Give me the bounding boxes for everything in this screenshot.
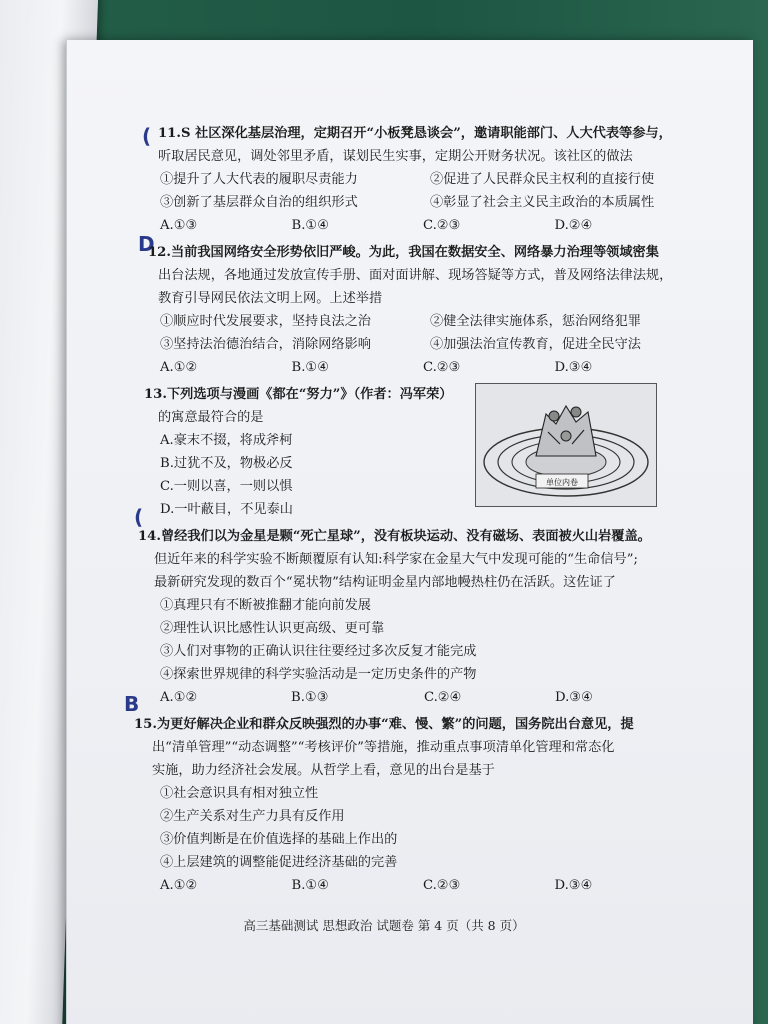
question-11-statements-row2: [86, 191, 686, 214]
question-14-choices: [86, 686, 686, 709]
statement-1: ①真理只有不断被推翻才能向前发展: [160, 598, 371, 613]
choice-a[interactable]: A.豪末不掇，将成斧柯: [160, 433, 293, 448]
choice-c[interactable]: C.②③: [423, 218, 461, 233]
question-15-choices: [86, 874, 686, 897]
statement-2: ②理性认识比感性认识更高级、更可靠: [160, 621, 385, 636]
statement-4: ④探索世界规律的科学实验活动是一定历史条件的产物: [160, 667, 477, 682]
statement-4: ④加强法治宣传教育，促进全民守法: [430, 337, 641, 352]
question-14-stem-line2: 但近年来的科学实验不断颠覆原有认知:科学家在金星大气中发现可能的“生命信号”;: [154, 552, 638, 567]
statement-3: ③创新了基层群众自治的组织形式: [160, 195, 358, 210]
choice-c[interactable]: C.②④: [423, 690, 462, 705]
statement-1: ①社会意识具有相对独立性: [160, 786, 319, 801]
choice-b[interactable]: B.过犹不及，物极必反: [160, 456, 293, 471]
question-13-stem: 13.下列选项与漫画《都在“努力”》（作者：冯军荣）: [144, 387, 453, 402]
choice-d[interactable]: D.③④: [554, 360, 593, 375]
question-12-statements-row2: [86, 333, 686, 356]
question-12-stem-line2: 出台法规，各地通过发放宣传手册、面对面讲解、现场答疑等方式，普及网络法律法规，: [158, 268, 673, 283]
page-footer: 高三基础测试 思想政治 试题卷 第 4 页（共 8 页）: [243, 918, 525, 933]
handwritten-check-mark: (: [134, 505, 144, 529]
choice-a[interactable]: A.①②: [160, 360, 198, 375]
question-11-stem-line2: 听取居民意见，调处邻里矛盾，谋划民生实事，定期公开财务状况。该社区的做法: [158, 149, 633, 164]
question-11-stem: 11.S 社区深化基层治理，定期召开“小板凳恳谈会”，邀请职能部门、人大代表等参与，: [158, 126, 672, 141]
question-12-stem: 12.当前我国网络安全形势依旧严峻。为此，我国在数据安全、网络暴力治理等领域密集: [148, 245, 659, 260]
choice-c[interactable]: C.②③: [423, 360, 461, 375]
choice-d[interactable]: D.②④: [554, 218, 593, 233]
choice-d[interactable]: D.一叶蔽目，不见泰山: [160, 502, 293, 517]
statement-3: ③价值判断是在价值选择的基础上作出的: [160, 832, 398, 847]
question-14-stem-line3: 最新研究发现的数百个“冕状物”结构证明金星内部地幔热柱仍在活跃。这佐证了: [154, 575, 616, 590]
statement-1: ①顺应时代发展要求，坚持良法之治: [160, 314, 371, 329]
statement-3: ③人们对事物的正确认识往往要经过多次反复才能完成: [160, 644, 477, 659]
question-14-stem: 14.曾经我们以为金星是颗“死亡星球”，没有板块运动、没有磁场、表面被火山岩覆盖。: [138, 529, 651, 544]
choice-c[interactable]: C.一则以喜，一则以惧: [160, 479, 293, 494]
question-14: [86, 525, 686, 709]
handwritten-answer-mark: B: [124, 692, 140, 716]
statement-4: ④彰显了社会主义民主政治的本质属性: [430, 195, 655, 210]
question-12-statements-row1: [86, 310, 686, 333]
question-15-stem: 15.为更好解决企业和群众反映强烈的办事“难、慢、繁”的问题，国务院出台意见，提: [134, 717, 634, 732]
statement-2: ②健全法律实施体系，惩治网络犯罪: [430, 314, 641, 329]
cartoon-label: 单位内卷: [546, 478, 578, 487]
choice-b[interactable]: B.①④: [291, 878, 330, 893]
cartoon-drawing: [476, 384, 656, 506]
choice-a[interactable]: A.①②: [160, 878, 198, 893]
question-11-choices: [86, 214, 686, 237]
choice-b[interactable]: B.①④: [291, 360, 330, 375]
statement-2: ②生产关系对生产力具有反作用: [160, 809, 345, 824]
question-15: [86, 713, 686, 897]
handwritten-check-mark: (: [142, 124, 152, 148]
statement-3: ③坚持法治德治结合，消除网络影响: [160, 337, 371, 352]
statement-2: ②促进了人民群众民主权利的直接行使: [430, 172, 655, 187]
question-15-stem-line2: 出“清单管理”“动态调整”“考核评价”等措施，推动重点事项清单化管理和常态化: [152, 740, 615, 755]
question-12: [86, 241, 686, 379]
question-12-stem-line3: 教育引导网民依法文明上网。上述举措: [158, 291, 383, 306]
question-11-statements-row1: [86, 168, 686, 191]
choice-b[interactable]: B.①④: [291, 218, 330, 233]
question-12-choices: [86, 356, 686, 379]
question-15-stem-line3: 实施，助力经济社会发展。从哲学上看，意见的出台是基于: [152, 763, 495, 778]
question-11: [86, 122, 686, 237]
statement-4: ④上层建筑的调整能促进经济基础的完善: [160, 855, 398, 870]
cartoon-illustration: [475, 383, 657, 507]
handwritten-answer-mark: D: [138, 232, 155, 256]
choice-d[interactable]: D.③④: [554, 690, 593, 705]
choice-d[interactable]: D.③④: [554, 878, 593, 893]
choice-a[interactable]: A.①③: [160, 218, 198, 233]
choice-a[interactable]: A.①②: [160, 690, 198, 705]
statement-1: ①提升了人大代表的履职尽责能力: [160, 172, 358, 187]
choice-c[interactable]: C.②③: [423, 878, 461, 893]
question-13-stem-line2: 的寓意最符合的是: [158, 410, 264, 425]
choice-b[interactable]: B.①③: [291, 690, 329, 705]
